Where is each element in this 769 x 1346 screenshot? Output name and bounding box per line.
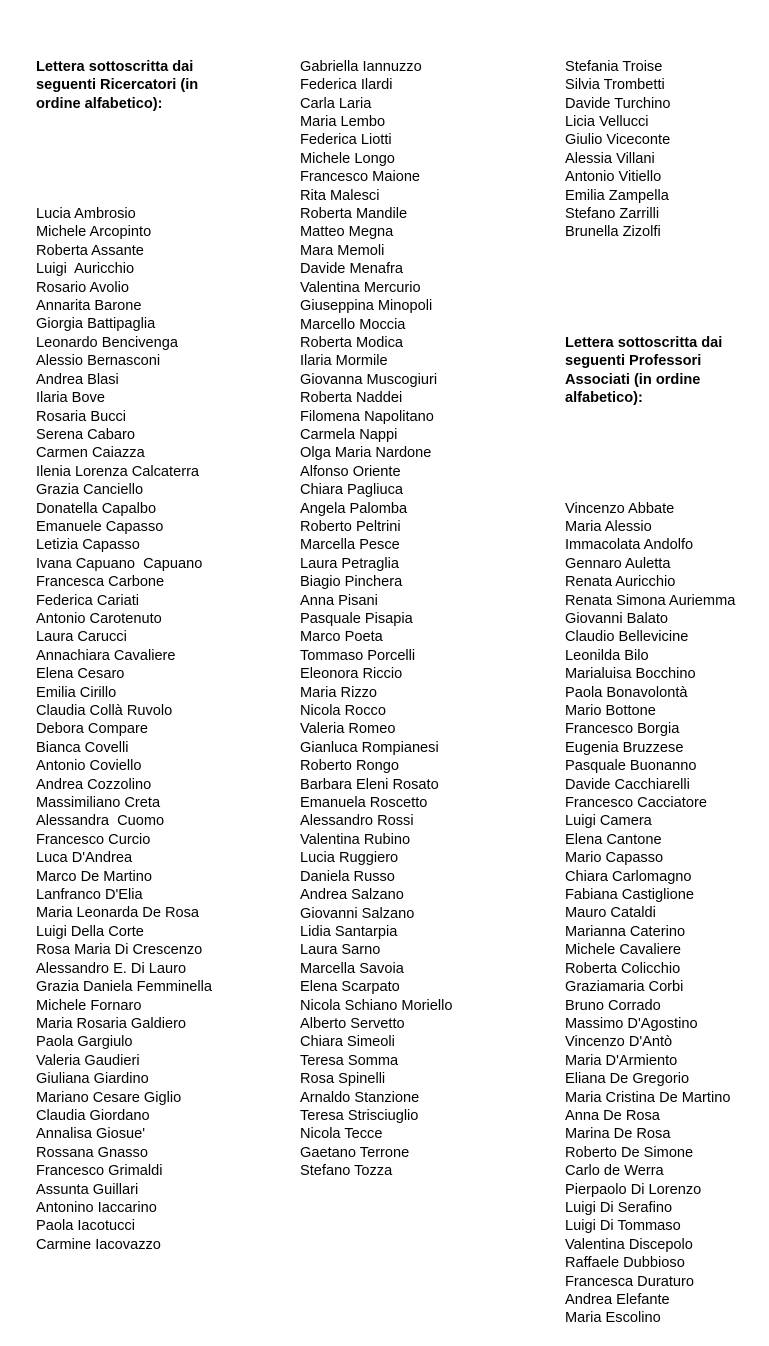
person-name: Roberta Mandile: [300, 206, 408, 223]
person-name: Gennaro Auletta: [565, 555, 671, 572]
person-name: Immacolata Andolfo: [565, 537, 694, 554]
person-name: Stefano Tozza: [300, 1163, 393, 1180]
person-name: Elena Cesaro: [36, 666, 125, 683]
person-name: Marianna Caterino: [565, 923, 686, 940]
person-name: Carla Laria: [300, 95, 372, 112]
person-name: Brunella Zizolfi: [565, 224, 661, 241]
person-name: Nicola Rocco: [300, 703, 386, 720]
person-name: Rosa Spinelli: [300, 1071, 386, 1088]
person-name: Lucia Ruggiero: [300, 850, 399, 867]
person-name: Antonino Iaccarino: [36, 1199, 157, 1216]
person-name: Luigi Di Serafino: [565, 1199, 673, 1216]
spacer: [36, 150, 212, 168]
person-name: Claudio Bellevicine: [565, 629, 689, 646]
person-name: Carlo de Werra: [565, 1163, 664, 1180]
person-name: Renata Auricchio: [565, 574, 676, 591]
person-name: Luca D'Andrea: [36, 850, 133, 867]
person-name: Emanuele Capasso: [36, 518, 164, 535]
person-name: Alessandro E. Di Lauro: [36, 960, 187, 977]
person-name: Pasquale Buonanno: [565, 758, 697, 775]
person-name: Grazia Daniela Femminella: [36, 979, 213, 996]
person-name: Marialuisa Bocchino: [565, 666, 696, 683]
person-name: Elena Cantone: [565, 831, 662, 848]
person-name: Davide Turchino: [565, 95, 671, 112]
person-name: Alessia Villani: [565, 150, 655, 167]
person-name: Debora Compare: [36, 721, 148, 738]
person-name: Giorgia Battipaglia: [36, 316, 156, 333]
person-name: Giovanna Muscogiuri: [300, 371, 438, 388]
person-name: Renata Simona Auriemma: [565, 592, 736, 609]
heading-ricercatori: [36, 58, 212, 113]
person-name: Ilenia Lorenza Calcaterra: [36, 463, 200, 480]
heading-professori-associati: [565, 334, 735, 408]
person-name: Serena Cabaro: [36, 426, 135, 443]
heading-line: seguenti Professori: [565, 353, 702, 370]
person-name: Mario Capasso: [565, 850, 664, 867]
heading-line: alfabetico):: [565, 390, 643, 407]
person-name: Mara Memoli: [300, 242, 385, 259]
person-name: Paola Bonavolontà: [565, 684, 688, 701]
person-name: Luigi Di Tommaso: [565, 1218, 681, 1235]
heading-line: Associati (in ordine: [565, 371, 701, 388]
person-name: Lucia Ambrosio: [36, 206, 136, 223]
person-name: Gabriella Iannuzzo: [300, 58, 422, 75]
person-name: Andrea Cozzolino: [36, 776, 152, 793]
person-name: Mauro Cataldi: [565, 905, 656, 922]
person-name: Roberta Colicchio: [565, 960, 681, 977]
person-name: Federica Ilardi: [300, 77, 393, 94]
person-name: Annachiara Cavaliere: [36, 647, 176, 664]
person-name: Rosa Maria Di Crescenzo: [36, 942, 203, 959]
person-name: Maria Rosaria Galdiero: [36, 1015, 187, 1032]
person-name: Roberto De Simone: [565, 1144, 694, 1161]
column-ricercatori-part1: [36, 21, 212, 1273]
person-name: Ilaria Bove: [36, 390, 105, 407]
person-name: Laura Carucci: [36, 629, 127, 646]
person-name: Alberto Servetto: [300, 1015, 405, 1032]
heading-line: seguenti Ricercatori (in: [36, 77, 199, 94]
person-name: Michele Arcopinto: [36, 224, 152, 241]
person-name: Teresa Strisciuglio: [300, 1107, 419, 1124]
person-name: Valentina Mercurio: [300, 279, 421, 296]
person-name: Bruno Corrado: [565, 997, 661, 1014]
person-name: Chiara Simeoli: [300, 1034, 395, 1051]
person-name: Maria Escolino: [565, 1310, 661, 1327]
person-name: Pierpaolo Di Lorenzo: [565, 1181, 702, 1198]
person-name: Paola Gargiulo: [36, 1034, 133, 1051]
person-name: Davide Menafra: [300, 261, 404, 278]
person-name: Roberta Modica: [300, 334, 404, 351]
person-name: Marina De Rosa: [565, 1126, 671, 1143]
person-name: Alfonso Oriente: [300, 463, 401, 480]
name-list: [565, 58, 735, 242]
person-name: Roberta Assante: [36, 242, 144, 259]
person-name: Eugenia Bruzzese: [565, 739, 684, 756]
person-name: Chiara Pagliuca: [300, 482, 404, 499]
person-name: Paola Iacotucci: [36, 1218, 135, 1235]
person-name: Marcella Pesce: [300, 537, 400, 554]
person-name: Rita Malesci: [300, 187, 380, 204]
person-name: Luigi Camera: [565, 813, 652, 830]
person-name: Federica Cariati: [36, 592, 140, 609]
person-name: Annarita Barone: [36, 298, 142, 315]
person-name: Emilia Cirillo: [36, 684, 117, 701]
name-list: [300, 58, 453, 1181]
person-name: Graziamaria Corbi: [565, 979, 684, 996]
person-name: Pasquale Pisapia: [300, 611, 413, 627]
person-name: Claudia Giordano: [36, 1107, 150, 1124]
person-name: Carmen Caiazza: [36, 445, 145, 462]
person-name: Maria Leonarda De Rosa: [36, 905, 200, 922]
name-list: [565, 500, 735, 1328]
heading-line: Lettera sottoscritta dai: [36, 58, 194, 75]
person-name: Raffaele Dubbioso: [565, 1255, 685, 1272]
person-name: Francesco Borgia: [565, 721, 680, 738]
person-name: Barbara Eleni Rosato: [300, 776, 439, 793]
person-name: Michele Cavaliere: [565, 942, 681, 959]
person-name: Francesca Duraturo: [565, 1273, 694, 1290]
person-name: Giulio Viceconte: [565, 132, 671, 149]
person-name: Lidia Santarpia: [300, 923, 398, 940]
heading-line: Lettera sottoscritta dai: [565, 334, 723, 351]
person-name: Marco De Martino: [36, 868, 152, 885]
person-name: Maria Lembo: [300, 114, 386, 131]
person-name: Maria Cristina De Martino: [565, 1089, 731, 1106]
person-name: Alessandro Rossi: [300, 813, 414, 830]
name-list: [36, 205, 212, 1254]
person-name: Arnaldo Stanzione: [300, 1089, 420, 1106]
person-name: Laura Petraglia: [300, 555, 399, 572]
person-name: Filomena Napolitano: [300, 408, 434, 425]
heading-line: ordine alfabetico):: [36, 95, 163, 112]
person-name: Federica Liotti: [300, 132, 392, 149]
person-name: Andrea Elefante: [565, 1292, 670, 1308]
person-name: Antonio Vitiello: [565, 169, 662, 186]
person-name: Tommaso Porcelli: [300, 647, 416, 664]
person-name: Michele Fornaro: [36, 997, 142, 1014]
person-name: Roberto Peltrini: [300, 518, 401, 535]
person-name: Davide Cacchiarelli: [565, 776, 690, 793]
person-name: Angela Palomba: [300, 500, 408, 517]
person-name: Bianca Covelli: [36, 739, 129, 756]
person-name: Vincenzo D'Antò: [565, 1034, 673, 1051]
person-name: Francesco Grimaldi: [36, 1163, 163, 1180]
person-name: Anna De Rosa: [565, 1107, 660, 1124]
person-name: Vincenzo Abbate: [565, 500, 675, 517]
person-name: Grazia Canciello: [36, 482, 144, 499]
person-name: Chiara Carlomagno: [565, 868, 692, 885]
spacer: [565, 279, 735, 297]
person-name: Rosario Avolio: [36, 279, 130, 296]
person-name: Daniela Russo: [300, 868, 395, 885]
person-name: Gaetano Terrone: [300, 1144, 410, 1161]
person-name: Olga Maria Nardone: [300, 445, 432, 462]
person-name: Valeria Romeo: [300, 721, 396, 738]
person-name: Alessio Bernasconi: [36, 353, 161, 370]
person-name: Mario Bottone: [565, 703, 656, 719]
person-name: Valentina Rubino: [300, 831, 411, 848]
person-name: Elena Scarpato: [300, 979, 400, 996]
person-name: Giuseppina Minopoli: [300, 298, 433, 315]
person-name: Nicola Tecce: [300, 1126, 383, 1143]
person-name: Emanuela Roscetto: [300, 795, 428, 812]
person-name: Giovanni Balato: [565, 610, 669, 627]
person-name: Roberto Rongo: [300, 758, 399, 775]
person-name: Eleonora Riccio: [300, 666, 403, 683]
person-name: Antonio Carotenuto: [36, 610, 162, 627]
person-name: Giuliana Giardino: [36, 1071, 149, 1088]
person-name: Valentina Discepolo: [565, 1236, 693, 1253]
spacer: [565, 444, 735, 462]
person-name: Matteo Megna: [300, 224, 394, 241]
person-name: Leonardo Bencivenga: [36, 334, 178, 351]
person-name: Massimo D'Agostino: [565, 1015, 698, 1032]
person-name: Carmine Iacovazzo: [36, 1236, 161, 1253]
person-name: Maria Rizzo: [300, 684, 378, 701]
person-name: Anna Pisani: [300, 592, 378, 609]
person-name: Teresa Somma: [300, 1052, 399, 1069]
person-name: Luigi Della Corte: [36, 923, 144, 940]
person-name: Biagio Pinchera: [300, 574, 403, 591]
person-name: Maria D'Armiento: [565, 1052, 678, 1069]
person-name: Valeria Gaudieri: [36, 1052, 140, 1069]
person-name: Claudia Collà Ruvolo: [36, 703, 173, 720]
person-name: Ilaria Mormile: [300, 353, 388, 370]
person-name: Francesco Curcio: [36, 831, 151, 848]
person-name: Francesco Maione: [300, 169, 421, 186]
person-name: Alessandra Cuomo: [36, 813, 165, 830]
person-name: Mariano Cesare Giglio: [36, 1089, 182, 1106]
person-name: Licia Vellucci: [565, 114, 649, 131]
person-name: Carmela Nappi: [300, 426, 398, 443]
person-name: Emilia Zampella: [565, 187, 669, 204]
person-name: Francesco Cacciatore: [565, 795, 707, 812]
person-name: Francesca Carbone: [36, 574, 165, 591]
person-name: Annalisa Giosue': [36, 1126, 146, 1143]
person-name: Massimiliano Creta: [36, 795, 161, 812]
person-name: Eliana De Gregorio: [565, 1071, 690, 1088]
column-ricercatori-part2: [300, 21, 453, 1199]
person-name: Ivana Capuano Capuano: [36, 555, 203, 572]
person-name: Andrea Blasi: [36, 371, 119, 388]
person-name: Rosaria Bucci: [36, 408, 127, 425]
person-name: Laura Sarno: [300, 942, 381, 959]
person-name: Gianluca Rompianesi: [300, 739, 439, 756]
person-name: Roberta Naddei: [300, 390, 403, 407]
person-name: Giovanni Salzano: [300, 905, 415, 922]
person-name: Marco Poeta: [300, 629, 383, 646]
person-name: Silvia Trombetti: [565, 77, 665, 94]
person-name: Luigi Auricchio: [36, 261, 135, 278]
person-name: Rossana Gnasso: [36, 1144, 148, 1161]
person-name: Andrea Salzano: [300, 887, 404, 904]
person-name: Stefano Zarrilli: [565, 206, 660, 223]
person-name: Marcello Moccia: [300, 316, 406, 333]
person-name: Fabiana Castiglione: [565, 887, 694, 904]
person-name: Marcella Savoia: [300, 960, 404, 977]
person-name: Leonilda Bilo: [565, 647, 649, 664]
person-name: Nicola Schiano Moriello: [300, 997, 453, 1014]
person-name: Lanfranco D'Elia: [36, 887, 143, 904]
column-ricercatori-end-and-associati: [565, 21, 735, 1346]
person-name: Letizia Capasso: [36, 537, 140, 554]
person-name: Stefania Troise: [565, 58, 663, 75]
person-name: Maria Alessio: [565, 518, 652, 535]
person-name: Assunta Guillari: [36, 1181, 139, 1198]
person-name: Donatella Capalbo: [36, 500, 157, 517]
person-name: Antonio Coviello: [36, 758, 142, 775]
person-name: Michele Longo: [300, 150, 395, 167]
